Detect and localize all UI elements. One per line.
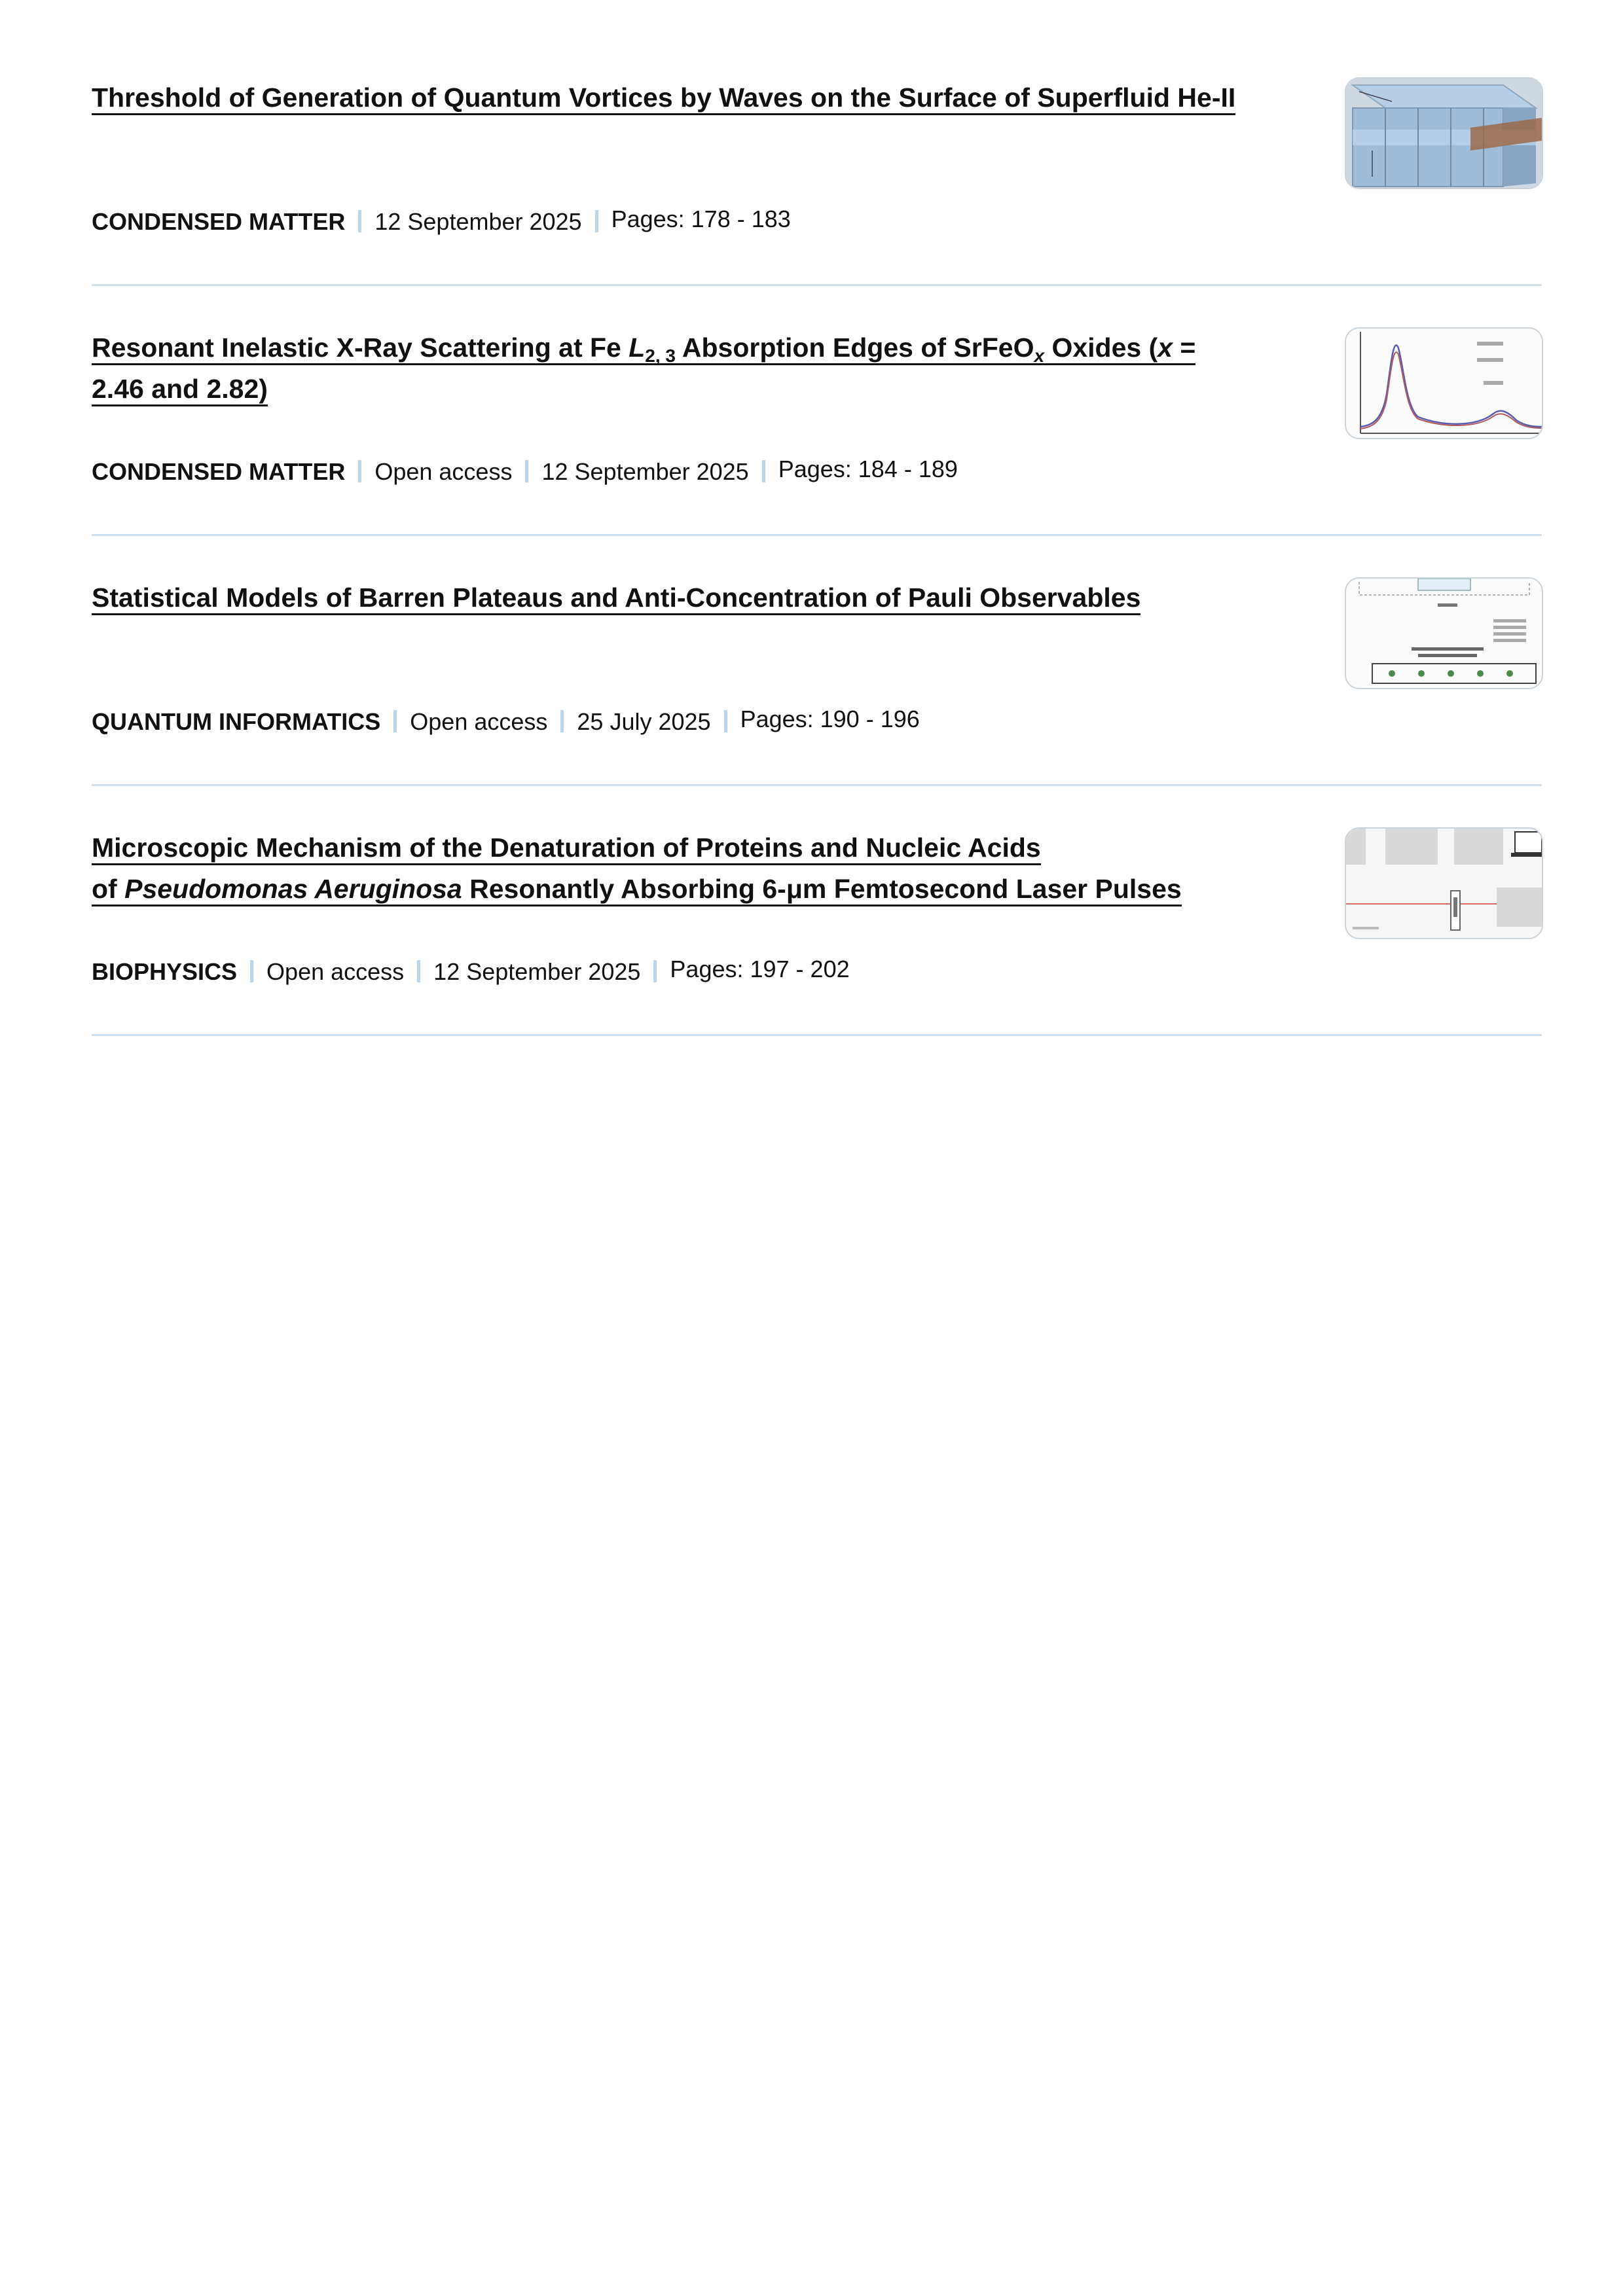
page-range: Pages: 197 - 202 [670,956,850,982]
open-access-label: Open access [266,958,405,985]
publication-date: 12 September 2025 [433,958,641,985]
page-range: Pages: 178 - 183 [611,206,791,232]
meta-separator [358,210,361,232]
category-link[interactable]: CONDENSED MATTER [92,458,346,485]
category-link[interactable]: BIOPHYSICS [92,958,238,985]
article-meta [92,458,958,486]
article-divider [92,784,1542,786]
article-title-link[interactable] [92,577,1303,619]
article-divider [92,534,1542,536]
article-divider [92,1034,1542,1036]
laser-setup-schematic-thumbnail[interactable] [1345,827,1543,939]
article-meta [92,958,850,986]
category-link[interactable]: QUANTUM INFORMATICS [92,708,381,735]
publication-date: 12 September 2025 [374,208,582,235]
layers-diagram-thumbnail[interactable] [1345,577,1543,689]
page-range: Pages: 184 - 189 [778,456,958,482]
spectrum-plot-thumbnail[interactable] [1345,327,1543,439]
article-title-text[interactable]: Statistical Models of Barren Plateaus and Anti-Concentration of Pauli Observables [92,583,1140,615]
article-title-link[interactable] [92,827,1303,910]
meta-separator [762,460,765,482]
article-title-text-line2[interactable]: of Pseudomonas Aeruginosa Resonantly Absorbing 6-μm Femtosecond Laser Pulses [92,874,1182,906]
meta-separator [653,960,657,982]
meta-separator [250,960,253,982]
article-divider [92,284,1542,286]
meta-separator [724,710,727,732]
publication-date: 25 July 2025 [577,708,711,735]
article-title-link[interactable] [92,77,1303,118]
meta-separator [595,210,598,232]
category-link[interactable]: CONDENSED MATTER [92,208,346,235]
article-meta [92,208,791,236]
publication-date: 12 September 2025 [541,458,749,485]
meta-separator [358,460,361,482]
article-title-text[interactable]: Resonant Inelastic X-Ray Scattering at Fe $L_{2, 3}$ Absorption Edges of SrFeO$_x$ Oxides (x = [92,332,1196,366]
page-range: Pages: 190 - 196 [740,706,920,732]
article-title-text[interactable]: Microscopic Mechanism of the Denaturation of Proteins and Nucleic Acids [92,833,1041,865]
meta-separator [393,710,397,732]
article-title-text[interactable]: Threshold of Generation of Quantum Vortices by Waves on the Surface of Superfluid He-II [92,82,1235,115]
article-title-link[interactable] [92,327,1303,410]
article-meta [92,708,920,736]
meta-separator [417,960,420,982]
meta-separator [560,710,564,732]
meta-separator [525,460,528,482]
vortex-cell-figure-thumbnail[interactable] [1345,77,1543,189]
open-access-label: Open access [410,708,548,735]
open-access-label: Open access [374,458,513,485]
article-title-text-line2[interactable]: 2.46 and 2.82) [92,374,268,406]
